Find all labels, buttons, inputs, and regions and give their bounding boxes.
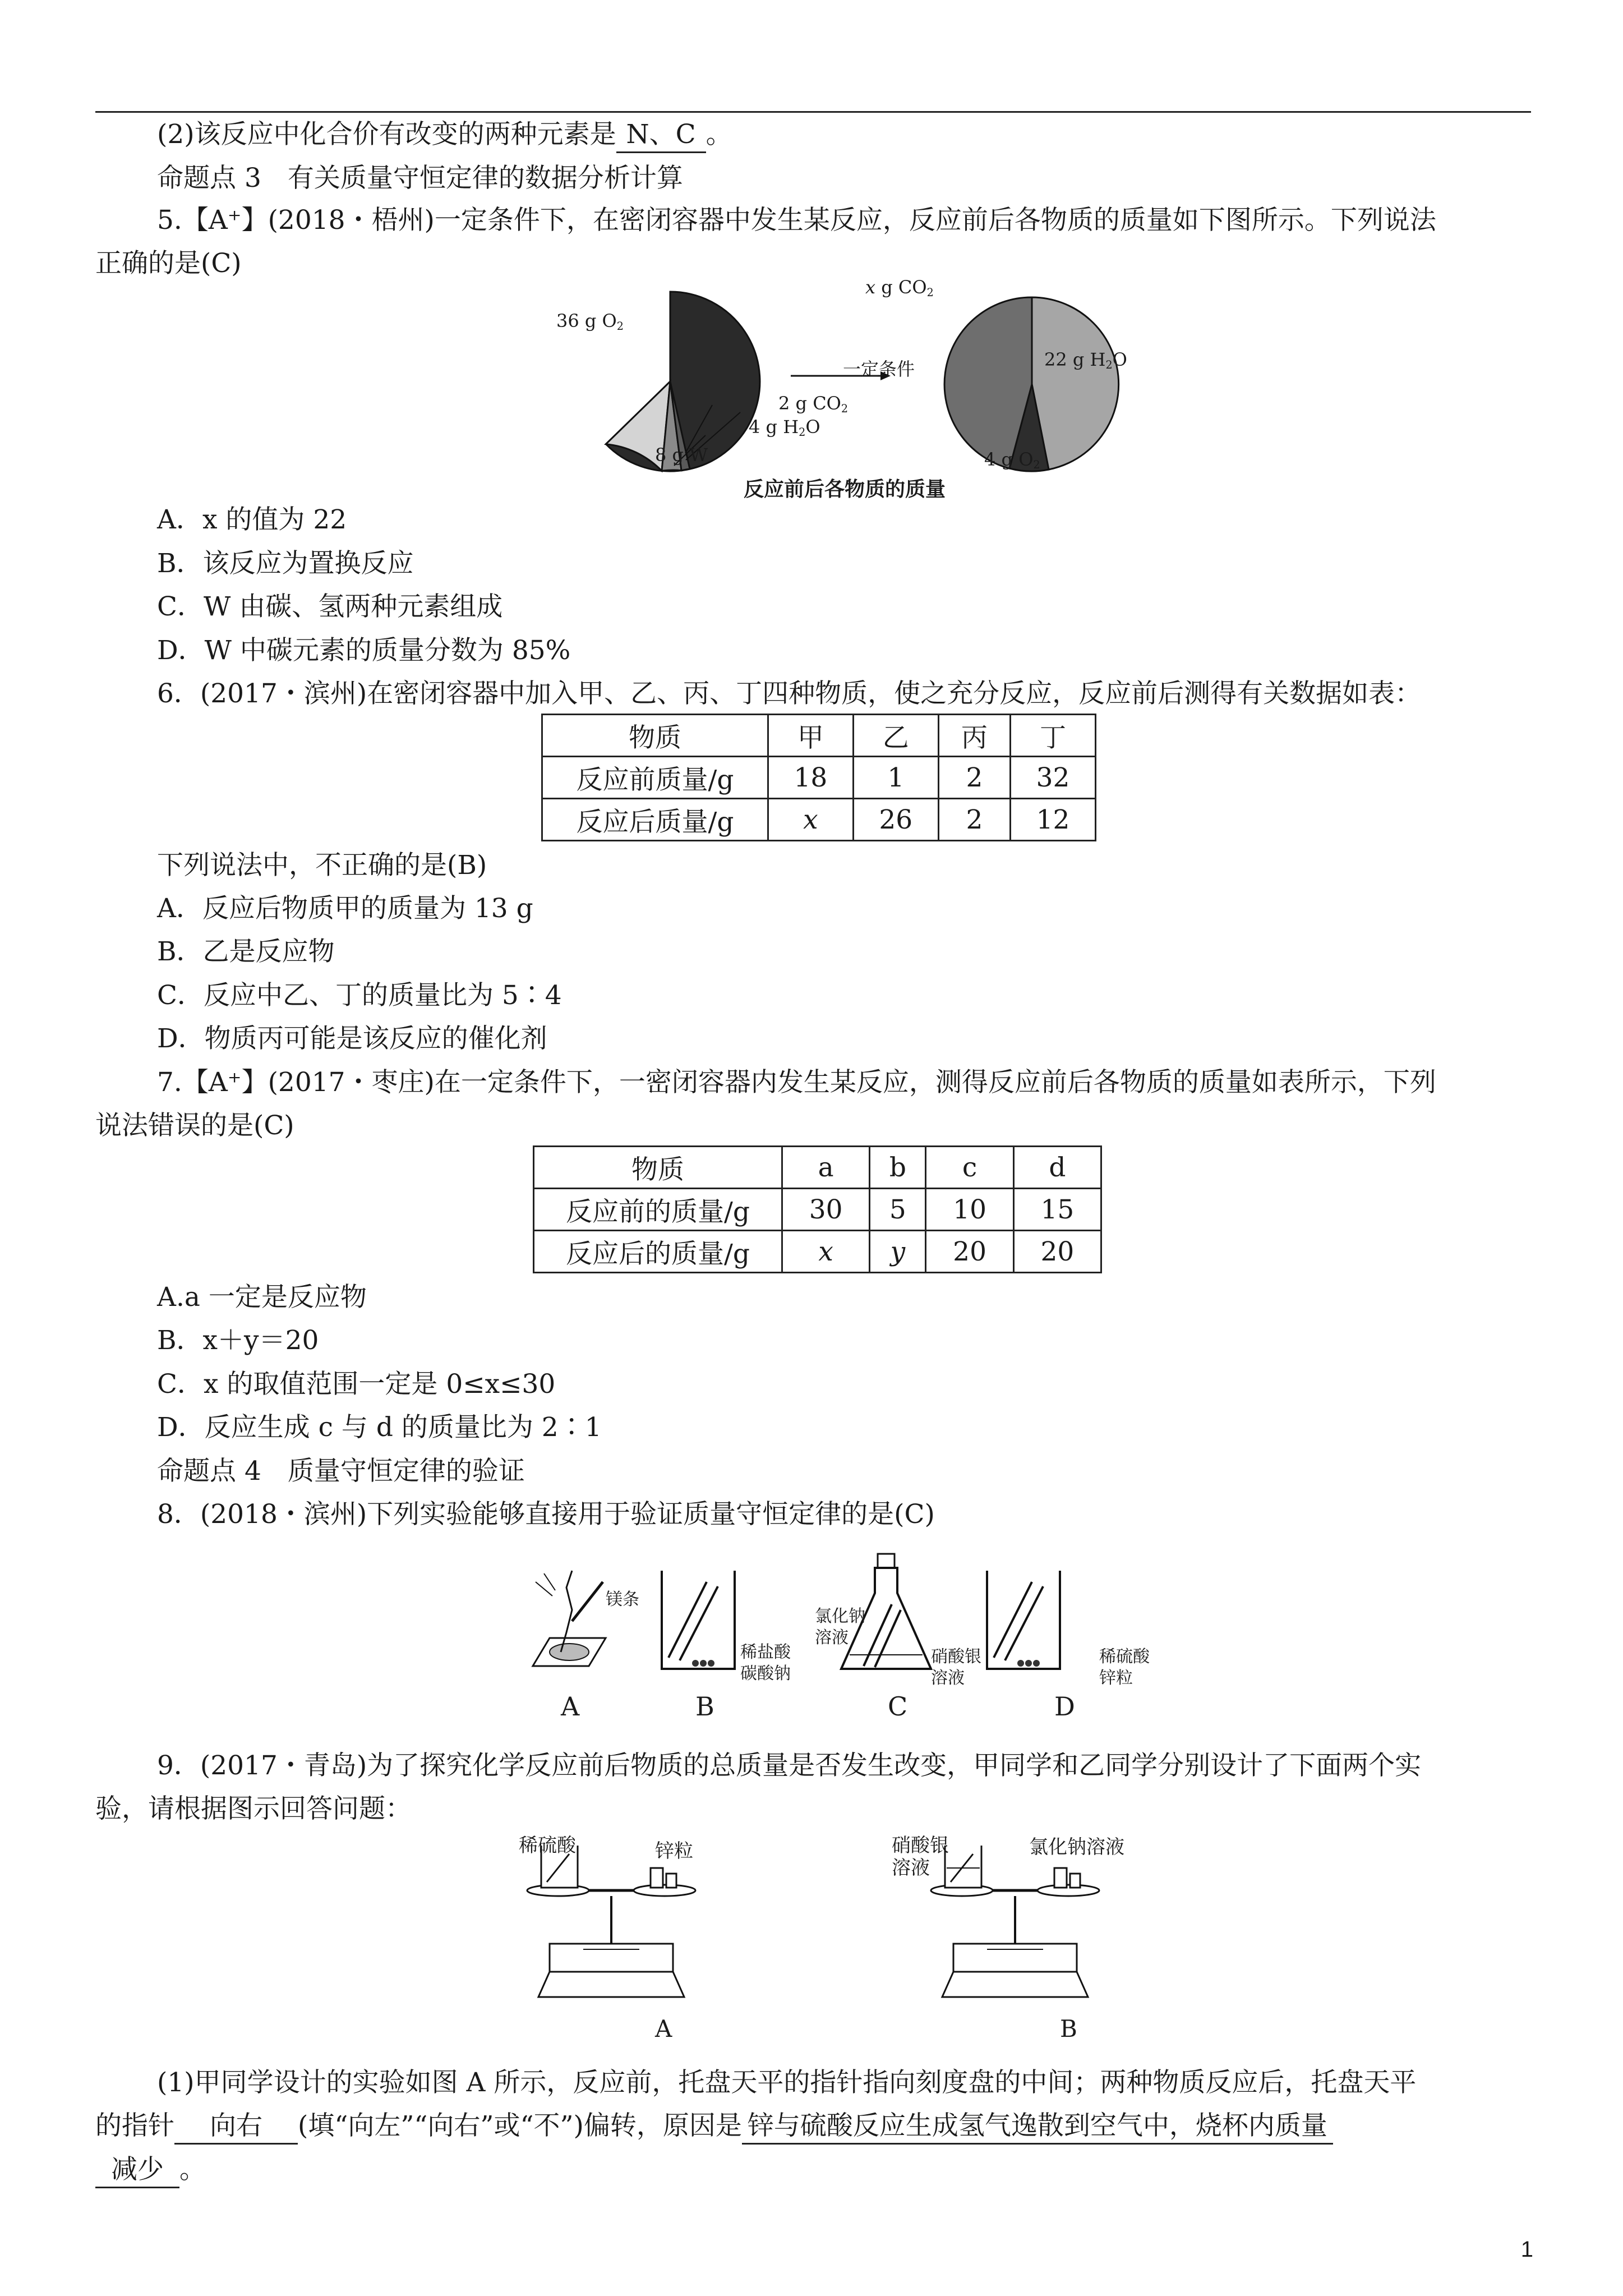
- q6-stem: 6．(2017・滨州)在密闭容器中加入甲、乙、丙、丁四种物质，使之充分反应，反应前后测得有关数据如表：: [157, 678, 1422, 709]
- q7-option-b: B．x＋y＝20: [157, 1325, 319, 1356]
- option-letter-d: D: [1054, 1691, 1075, 1722]
- label-b-agno3-1: 硝酸银: [892, 1834, 949, 1857]
- pie-chart-figure: [527, 275, 1200, 505]
- label-nacl-2: 溶液: [815, 1628, 849, 1648]
- label-b-agno3-2: 溶液: [892, 1857, 930, 1879]
- table-row: 反应前的质量/g 30 5 10 15: [534, 1189, 1101, 1231]
- label-after-co2: x g $CO_2$: [865, 277, 934, 299]
- q9-part1-line2: 的指针 向右 (填“向左”“向右”或“不”)偏转，原因是 锌与硫酸反应生成氢气逸散到空气中，烧杯内质量: [95, 2109, 1333, 2145]
- table-row: 物质 a b c d: [534, 1147, 1101, 1189]
- label-zn: 锌粒: [1099, 1668, 1133, 1688]
- table-row: 反应前质量/g 18 1 2 32: [542, 757, 1096, 799]
- q9-part1-line3: 减少 。: [95, 2153, 206, 2188]
- arrow-condition-label: 一定条件: [843, 358, 915, 380]
- label-agno3-1: 硝酸银: [931, 1647, 981, 1667]
- topic-4-heading: 命题点 4 质量守恒定律的验证: [157, 1456, 525, 1487]
- page-number: 1: [1520, 2237, 1533, 2262]
- label-after-h2o: 22 g $H_2O$: [1044, 349, 1127, 371]
- label-before-co2: 2 g $CO_2$: [778, 393, 849, 415]
- after-pie: [944, 297, 1119, 471]
- apparatus-a: [533, 1571, 606, 1666]
- balance-letter-a: A: [655, 2015, 672, 2042]
- topic-3-heading: 命题点 3 有关质量守恒定律的数据分析计算: [157, 163, 683, 194]
- label-mg-ribbon: 镁条: [606, 1590, 639, 1609]
- label-after-o2: 4 g $O_2$: [984, 449, 1040, 471]
- label-a-h2so4: 稀硫酸: [519, 1834, 576, 1857]
- q5-stem-line1: 5.【A⁺】(2018・梧州)一定条件下，在密闭容器中发生某反应，反应前后各物质的质量如下图所示。下列说法: [157, 205, 1436, 236]
- q7-option-d: D．反应生成 c 与 d 的质量比为 2∶1: [157, 1412, 602, 1443]
- table-row: 反应后质量/g x 26 2 12: [542, 799, 1096, 841]
- balance-b: [931, 1846, 1099, 1997]
- q7-option-c: C．x 的取值范围一定是 0≤x≤30: [157, 1369, 556, 1400]
- label-nacl-1: 氯化钠: [815, 1607, 865, 1626]
- q5-stem-line2: 正确的是(C): [95, 248, 242, 279]
- q6-option-c: C．反应中乙、丁的质量比为 5∶4: [157, 980, 562, 1011]
- q9-stem-line2: 验，请根据图示回答问题：: [95, 1793, 412, 1824]
- header-rule: [95, 111, 1531, 113]
- q6-table: [541, 714, 1096, 841]
- label-before-h2o: 4 g $H_2O$: [749, 416, 820, 439]
- q9-part1-line1: (1)甲同学设计的实验如图 A 所示，反应前，托盘天平的指针指向刻度盘的中间；两种物质反应后，托盘天平: [157, 2067, 1417, 2098]
- q7-table: [533, 1145, 1102, 1273]
- balance-a: [527, 1846, 695, 1997]
- label-na2co3: 碳酸钠: [740, 1664, 791, 1683]
- q8-stem: 8．(2018・滨州)下列实验能够直接用于验证质量守恒定律的是(C): [157, 1499, 935, 1530]
- answer-blank-reason: 锌与硫酸反应生成氢气逸散到空气中，烧杯内质量: [742, 2109, 1333, 2145]
- q7-option-a: A.a 一定是反应物: [157, 1282, 367, 1313]
- q6-question: 下列说法中，不正确的是(B): [157, 850, 487, 881]
- q6-option-d: D．物质丙可能是该反应的催化剂: [157, 1023, 547, 1054]
- figure-caption: 反应前后各物质的质量: [744, 478, 946, 501]
- q6-option-b: B．乙是反应物: [157, 936, 335, 967]
- option-letter-c: C: [888, 1691, 908, 1722]
- apparatus-b: [662, 1571, 735, 1669]
- label-h2so4: 稀硫酸: [1099, 1647, 1150, 1667]
- q6-option-a: A．反应后物质甲的质量为 13 g: [157, 893, 533, 924]
- q5-option-c: C．W 由碳、氢两种元素组成: [157, 591, 503, 622]
- label-before-w: 8 g W: [655, 444, 708, 466]
- answer-blank-direction: 向右: [174, 2109, 298, 2145]
- answer-blank-reason-cont: 减少: [95, 2153, 179, 2188]
- answer-blank: N、C: [616, 118, 706, 153]
- q5-option-d: D．W 中碳元素的质量分数为 85%: [157, 635, 571, 666]
- q5-option-a: A．x 的值为 22: [157, 504, 347, 535]
- q5-option-b: B．该反应为置换反应: [157, 548, 414, 579]
- label-a-zn: 锌粒: [655, 1840, 693, 1862]
- table-row: 反应后的质量/g x y 20 20: [534, 1231, 1101, 1273]
- pie-slice-h2o-after: [1032, 297, 1119, 470]
- option-letter-a: A: [561, 1691, 580, 1722]
- table-row: 物质 甲 乙 丙 丁: [542, 715, 1096, 757]
- label-agno3-2: 溶液: [931, 1668, 965, 1688]
- apparatus-d: [987, 1571, 1060, 1669]
- q9-stem-line1: 9．(2017・青岛)为了探究化学反应前后物质的总质量是否发生改变，甲同学和乙同学分别设计了下面两个实: [157, 1750, 1422, 1781]
- q7-stem-line2: 说法错误的是(C): [95, 1110, 294, 1141]
- q4-part2: (2)该反应中化合价有改变的两种元素是 N、C 。: [157, 118, 732, 153]
- balance-letter-b: B: [1060, 2015, 1077, 2042]
- label-hcl: 稀盐酸: [740, 1642, 791, 1662]
- q7-stem-line1: 7.【A⁺】(2017・枣庄)在一定条件下，一密闭容器内发生某反应，测得反应前后各物质的质量如表所示，下列: [157, 1067, 1436, 1098]
- option-letter-b: B: [695, 1691, 714, 1722]
- label-before-o2: 36 g $O_2$: [556, 310, 624, 333]
- label-b-nacl: 氯化钠溶液: [1029, 1836, 1124, 1858]
